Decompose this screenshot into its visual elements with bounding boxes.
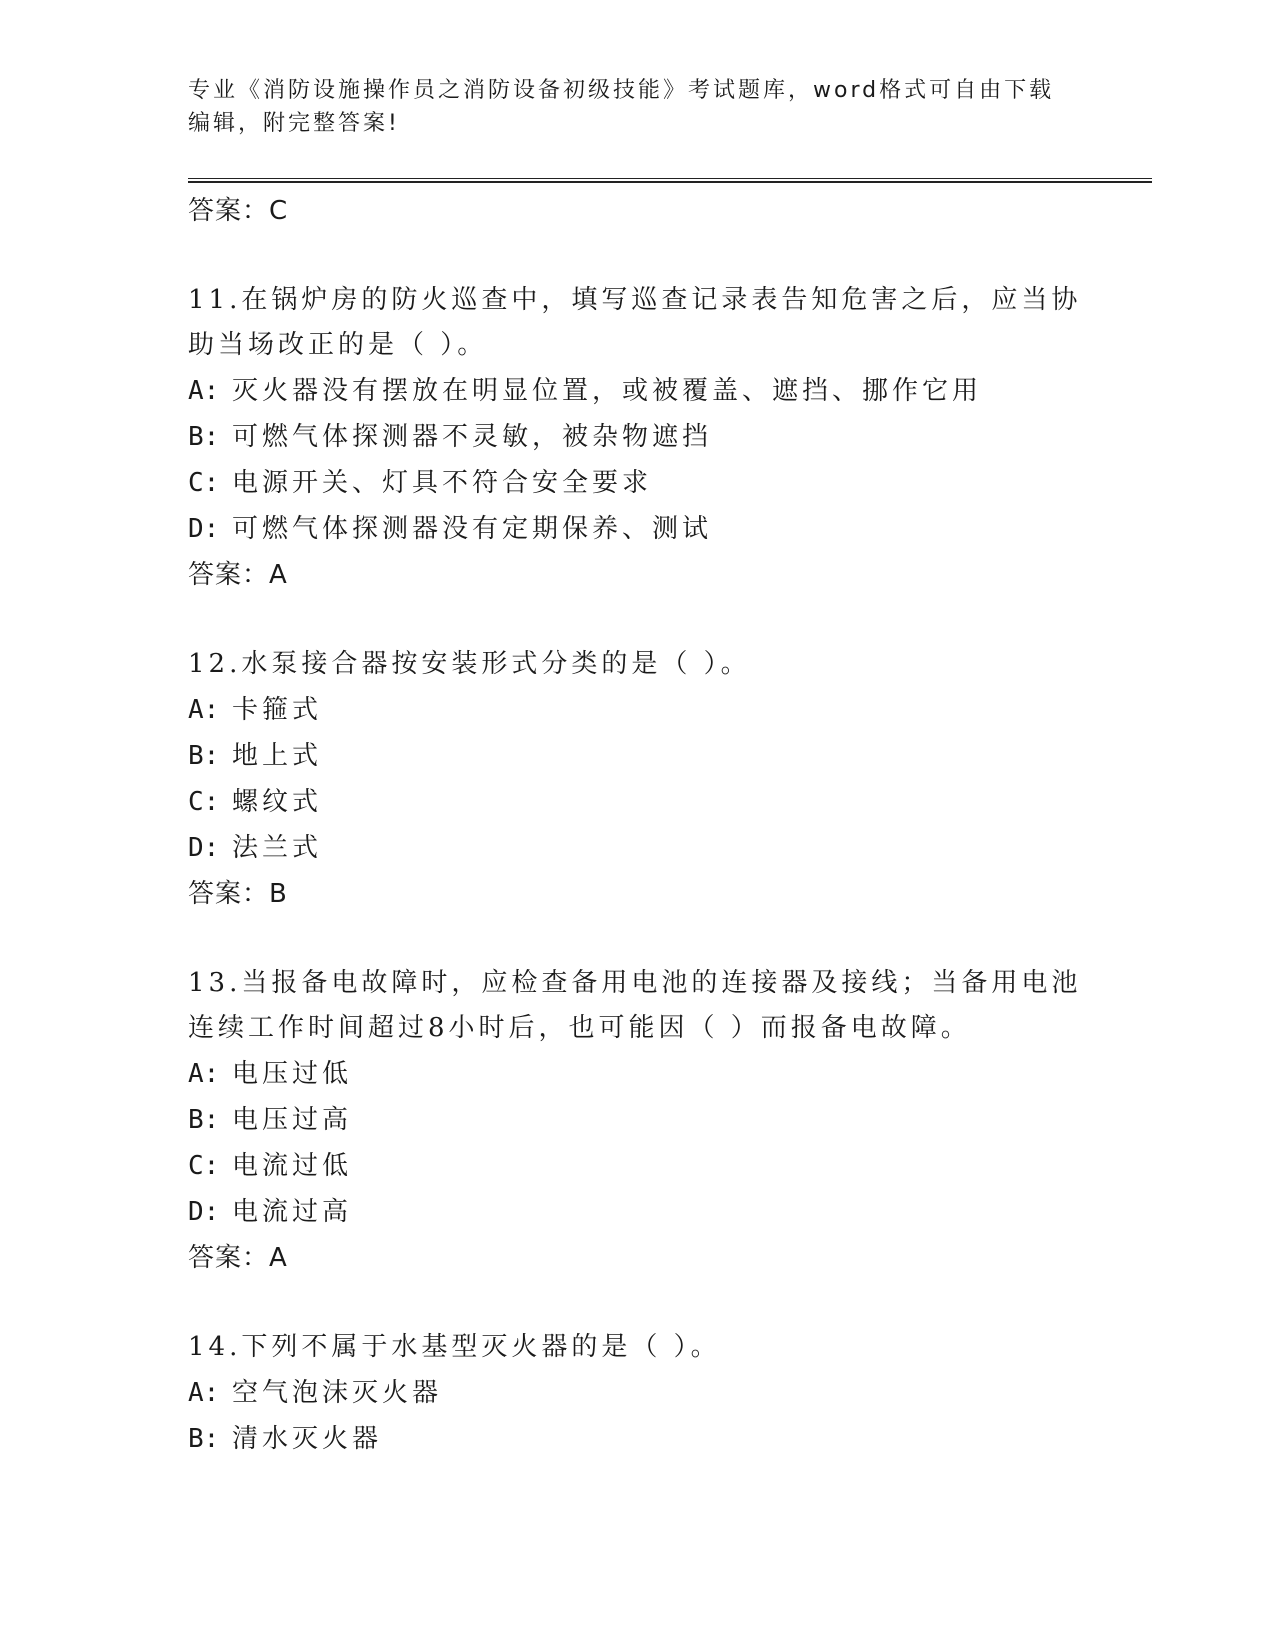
option-line [188, 1370, 1108, 1416]
header-divider-thin [188, 178, 1152, 179]
answer-line: 答案：C [188, 196, 289, 226]
option-line [188, 1416, 1108, 1462]
option-line [188, 460, 1108, 506]
option-text: 空气泡沫灭火器 [232, 1378, 443, 1408]
option-key: A: [188, 695, 220, 725]
option-line [188, 779, 1108, 825]
question-stem: 11.在锅炉房的防火巡查中，填写巡查记录表告知危害之后，应当协助当场改正的是（ ）。 [188, 285, 1082, 360]
option-text: 电源开关、灯具不符合安全要求 [232, 468, 653, 498]
option-text: 清水灭火器 [232, 1424, 383, 1454]
option-key: A: [188, 1378, 220, 1408]
option-line [188, 1097, 1108, 1143]
question-stem: 13.当报备电故障时，应检查备用电池的连接器及接线；当备用电池连续工作时间超过8小时后，也可能因（ ）而报备电故障。 [188, 968, 1082, 1043]
option-text: 可燃气体探测器没有定期保养、测试 [232, 514, 713, 544]
option-text: 法兰式 [232, 833, 323, 863]
header-divider-thick [188, 181, 1152, 183]
option-line [188, 368, 1108, 414]
option-text: 螺纹式 [232, 787, 323, 817]
question-block [188, 278, 1108, 598]
option-text: 可燃气体探测器不灵敏，被杂物遮挡 [232, 422, 713, 452]
question-stem: 14.下列不属于水基型灭火器的是（ ）。 [188, 1332, 721, 1362]
option-key: D: [188, 1197, 220, 1227]
answer-line: 答案：A [188, 1243, 288, 1273]
option-text: 电压过低 [232, 1059, 353, 1089]
option-text: 电压过高 [232, 1105, 353, 1135]
option-line [188, 1143, 1108, 1189]
document-body [188, 188, 1108, 1462]
question-block [188, 642, 1108, 917]
question-block [188, 1325, 1108, 1462]
answer-line: 答案：A [188, 560, 288, 590]
option-key: D: [188, 514, 220, 544]
option-text: 电流过高 [232, 1197, 353, 1227]
option-key: C: [188, 468, 220, 498]
option-text: 卡箍式 [232, 695, 323, 725]
option-line [188, 1051, 1108, 1097]
option-key: B: [188, 1105, 220, 1135]
answer-line: 答案：B [188, 879, 288, 909]
option-key: B: [188, 1424, 220, 1454]
option-line [188, 825, 1108, 871]
option-key: C: [188, 1151, 220, 1181]
option-key: A: [188, 376, 220, 406]
option-key: B: [188, 422, 220, 452]
option-key: A: [188, 1059, 220, 1089]
question-stem: 12.水泵接合器按安装形式分类的是（ ）。 [188, 649, 751, 679]
option-text: 地上式 [232, 741, 323, 771]
option-line [188, 506, 1108, 552]
option-text: 电流过低 [232, 1151, 353, 1181]
question-block [188, 961, 1108, 1281]
option-line [188, 687, 1108, 733]
document-header: 专业《消防设施操作员之消防设备初级技能》考试题库，word格式可自由下载编辑，附完整答案! [188, 78, 1055, 136]
option-key: B: [188, 741, 220, 771]
option-key: C: [188, 787, 220, 817]
option-line [188, 1189, 1108, 1235]
option-text: 灭火器没有摆放在明显位置，或被覆盖、遮挡、挪作它用 [232, 376, 983, 406]
option-line [188, 414, 1108, 460]
option-line [188, 733, 1108, 779]
option-key: D: [188, 833, 220, 863]
